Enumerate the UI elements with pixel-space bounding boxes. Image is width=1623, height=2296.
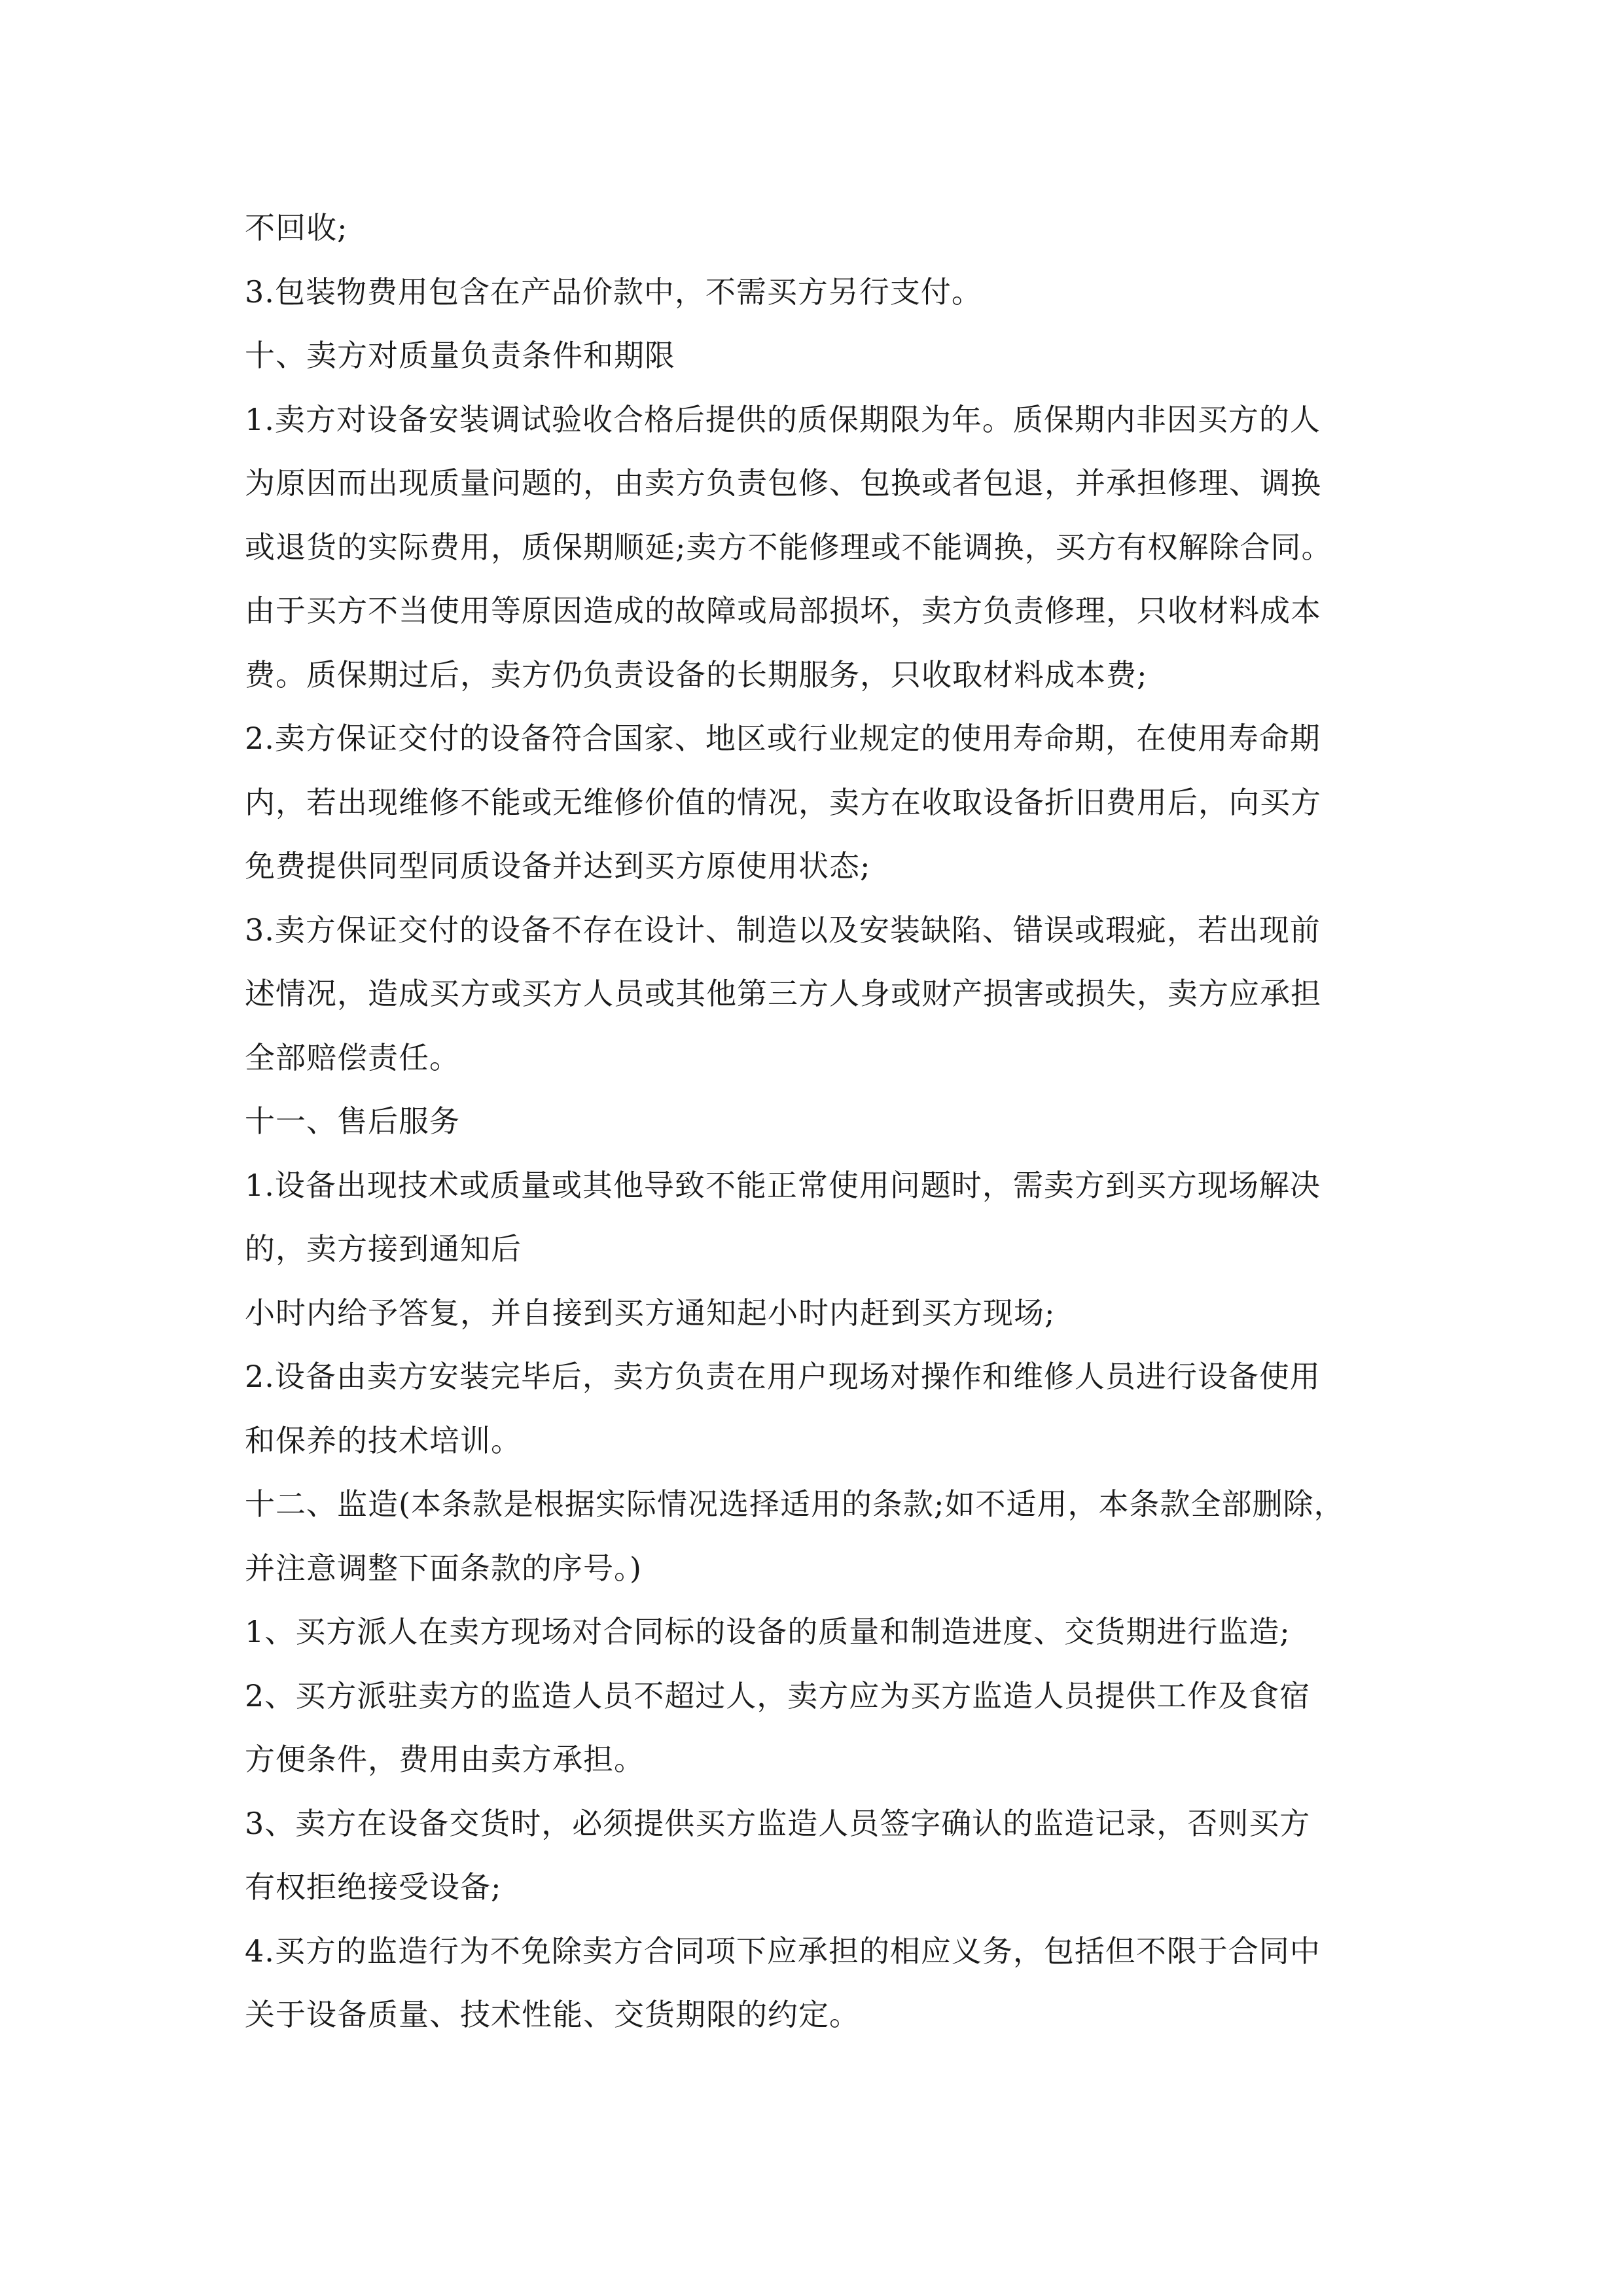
text-line: 的，卖方接到通知后	[245, 1231, 522, 1266]
text-line: 1.卖方对设备安装调试验收合格后提供的质保期限为年。质保期内非因买方的人	[245, 401, 1321, 437]
text-line: 方便条件，费用由卖方承担。	[245, 1742, 645, 1777]
text-line: 4.买方的监造行为不免除卖方合同项下应承担的相应义务，包括但不限于合同中	[245, 1933, 1321, 1969]
section-heading: 十、卖方对质量负责条件和期限	[245, 338, 675, 373]
text-line: 小时内给予答复，并自接到买方通知起小时内赶到买方现场;	[245, 1295, 1056, 1331]
document-body	[245, 196, 1383, 2047]
section-heading: 十二、监造(本条款是根据实际情况选择适用的条款;如不适用，本条款全部删除，	[245, 1486, 1345, 1522]
text-line: 由于买方不当使用等原因造成的故障或局部损坏，卖方负责修理，只收材料成本	[245, 593, 1321, 628]
text-line: 有权拒绝接受设备;	[245, 1869, 502, 1905]
text-line: 1.设备出现技术或质量或其他导致不能正常使用问题时，需卖方到买方现场解决	[245, 1167, 1321, 1203]
text-line: 3.卖方保证交付的设备不存在设计、制造以及安装缺陷、错误或瑕疵，若出现前	[245, 912, 1321, 948]
text-line: 免费提供同型同质设备并达到买方原使用状态;	[245, 848, 871, 884]
text-line: 关于设备质量、技术性能、交货期限的约定。	[245, 1997, 860, 2032]
text-line: 或退货的实际费用，质保期顺延;卖方不能修理或不能调换，买方有权解除合同。	[245, 529, 1332, 565]
text-line: 3.包装物费用包含在产品价款中，不需买方另行支付。	[245, 274, 982, 310]
text-line: 费。质保期过后，卖方仍负责设备的长期服务，只收取材料成本费;	[245, 656, 1148, 692]
text-line: 2.设备由卖方安装完毕后，卖方负责在用户现场对操作和维修人员进行设备使用	[245, 1359, 1321, 1394]
text-line: 1、买方派人在卖方现场对合同标的设备的质量和制造进度、交货期进行监造;	[245, 1614, 1291, 1649]
text-line: 3、卖方在设备交货时，必须提供买方监造人员签字确认的监造记录，否则买方	[245, 1805, 1311, 1841]
text-line: 不回收;	[245, 210, 348, 245]
text-line: 2、买方派驻卖方的监造人员不超过人，卖方应为买方监造人员提供工作及食宿	[245, 1677, 1311, 1713]
text-line: 和保养的技术培训。	[245, 1422, 522, 1458]
text-line: 并注意调整下面条款的序号。)	[245, 1550, 642, 1586]
text-line: 为原因而出现质量问题的，由卖方负责包修、包换或者包退，并承担修理、调换	[245, 465, 1321, 501]
section-heading: 十一、售后服务	[245, 1103, 460, 1139]
text-line: 全部赔偿责任。	[245, 1039, 460, 1075]
text-line: 2.卖方保证交付的设备符合国家、地区或行业规定的使用寿命期，在使用寿命期	[245, 721, 1321, 756]
text-line: 内，若出现维修不能或无维修价值的情况，卖方在收取设备折旧费用后，向买方	[245, 784, 1321, 820]
text-line: 述情况，造成买方或买方人员或其他第三方人身或财产损害或损失，卖方应承担	[245, 976, 1321, 1011]
